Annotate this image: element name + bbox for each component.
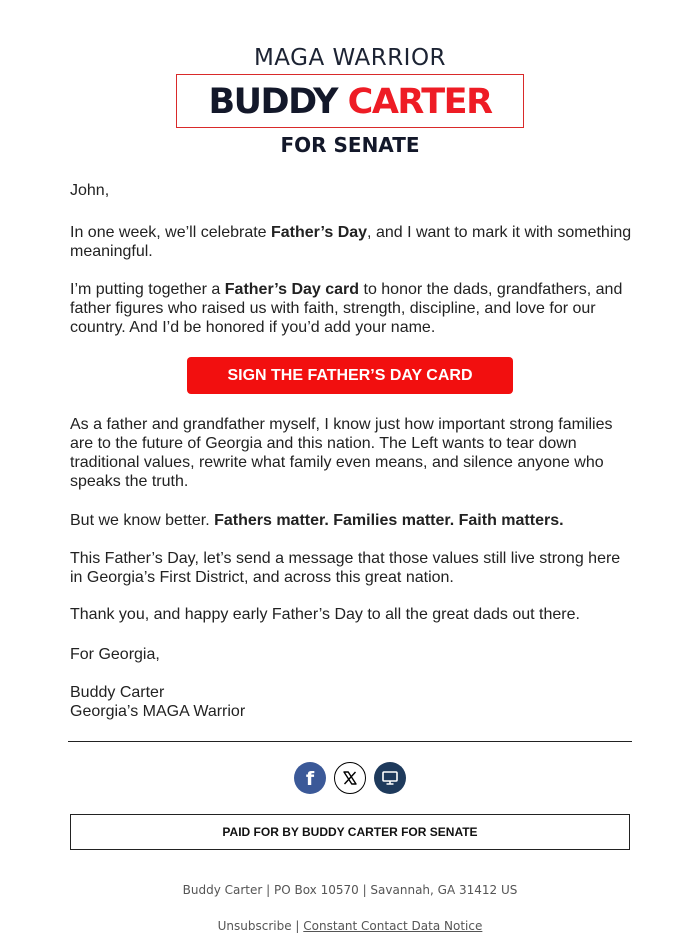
- greeting: John,: [70, 182, 110, 199]
- x-link[interactable]: [334, 762, 366, 794]
- footer-separator: |: [291, 919, 304, 933]
- facebook-icon: [302, 769, 318, 787]
- svg-text:f: f: [305, 769, 315, 787]
- signoff: For Georgia,: [70, 646, 160, 663]
- website-link[interactable]: [374, 762, 406, 794]
- x-twitter-icon: [342, 770, 358, 786]
- paragraph-card-bold: Father’s Day card: [224, 281, 360, 298]
- paragraph-intro-bold: Father’s Day: [271, 224, 368, 241]
- email-body: [70, 181, 635, 721]
- unsubscribe-link[interactable]: Unsubscribe: [217, 919, 292, 933]
- paragraph-thanks: Thank you, and happy early Father’s Day to all the great dads out there.: [70, 606, 580, 623]
- paragraph-intro-text: In one week, we’ll celebrate: [70, 224, 271, 241]
- paragraph-intro-text-end: , and I want to mark it with something meaningful.: [70, 224, 632, 260]
- facebook-link[interactable]: [294, 762, 326, 794]
- logo-tagline: MAGA WARRIOR: [253, 45, 447, 71]
- paragraph-values: [70, 511, 635, 530]
- logo-last-name: CARTER: [347, 82, 492, 122]
- mailing-address: Buddy Carter | PO Box 10570 | Savannah, GA 31412 US: [182, 883, 518, 897]
- logo-subtitle: FOR SENATE: [280, 133, 420, 157]
- paragraph-family: As a father and grandfather myself, I know just how important strong families are to the future of Georgia and this nation. The Left wants to tear down traditional values, rewrite what family even means, and silence anyone who speaks the truth.: [70, 416, 613, 490]
- paid-for-disclaimer: PAID FOR BY BUDDY CARTER FOR SENATE: [70, 814, 630, 850]
- sign-card-button[interactable]: SIGN THE FATHER’S DAY CARD: [187, 357, 513, 394]
- paragraph-card: [70, 280, 635, 337]
- website-icon: [381, 770, 399, 786]
- logo-name-box: [176, 74, 524, 128]
- data-notice-link[interactable]: Constant Contact Data Notice: [303, 919, 483, 933]
- signature-name: Buddy Carter: [70, 684, 165, 701]
- paragraph-card-text-end: to honor the dads, grandfathers, and father figures who raised us with faith, strength, discipline, and love for our country. And I’d be honored if you’d add your name.: [70, 281, 623, 336]
- paragraph-values-text: But we know better.: [70, 512, 215, 529]
- paragraph-card-text: I’m putting together a: [70, 281, 225, 298]
- paragraph-message: This Father’s Day, let’s send a message that those values still live strong here in Georgia’s First District, and across this great nation.: [70, 550, 621, 586]
- campaign-logo: [0, 40, 700, 158]
- footer-links: [0, 919, 700, 933]
- paragraph-values-bold: Fathers matter. Families matter. Faith matters.: [214, 512, 564, 529]
- signature-title: Georgia’s MAGA Warrior: [70, 703, 246, 720]
- logo-first-name: BUDDY: [208, 82, 337, 122]
- paragraph-intro: [70, 223, 635, 261]
- divider: [68, 741, 632, 742]
